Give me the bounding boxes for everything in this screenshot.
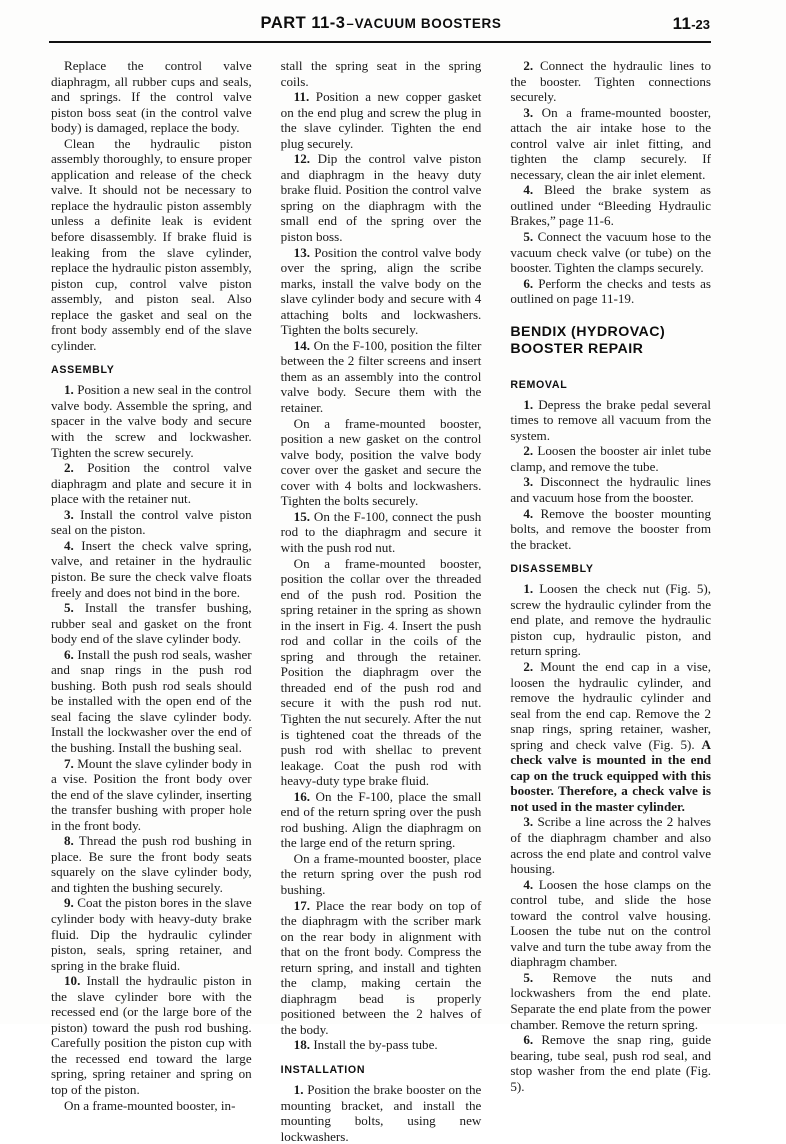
numbered-step bbox=[510, 58, 711, 105]
step-text: Loosen the booster air inlet tube clamp, and remove the tube. bbox=[510, 443, 712, 474]
body-paragraph: On a frame-mounted booster, position a new gasket on the control valve body, position the valve body cover over the gasket and secure the cover with 4 bolts and lockwashers. Tighten the bolts securely. bbox=[280, 415, 482, 509]
numbered-step bbox=[510, 182, 711, 229]
spacer bbox=[510, 307, 711, 324]
body-paragraph: Clean the hydraulic piston assembly thoroughly, to ensure proper application and release of the check valve. It should not be necessary to replace the hydraulic piston assembly unless a definite leak is evident before disassembly. If brake fluid is leaking from the slave cylinder, replace the hydraulic piston assembly, piston cup, control valve piston assembly, and piston seal. Also replace the gasket and seal on the front body assembly end of the slave cylinder. bbox=[51, 135, 252, 353]
step-number: 4. bbox=[523, 876, 534, 892]
numbered-step bbox=[510, 970, 711, 1032]
step-text: Loosen the hose clamps on the control tube, and slide the hose toward the control valve housing. Loosen the tube nut on the control valve and turn the tube away from the diaphragm chamber. bbox=[510, 876, 712, 970]
step-number: 3. bbox=[523, 104, 534, 120]
step-number: 3. bbox=[523, 474, 534, 490]
numbered-step bbox=[510, 814, 711, 876]
header-rule bbox=[49, 41, 711, 43]
step-text: Perform the checks and tests as outlined on page 11-19. bbox=[510, 275, 712, 307]
body-paragraph: On a frame-mounted booster, place the return spring over the push rod bushing. bbox=[280, 850, 482, 897]
header-dash: – bbox=[346, 16, 354, 31]
step-text: Connect the hydraulic lines to the booster. Tighten connections securely. bbox=[510, 58, 712, 105]
step-text: Connect the vacuum hose to the vacuum check valve (or tube) on the booster. Tighten the clamps securely. bbox=[510, 229, 712, 276]
step-number: 16. bbox=[293, 788, 311, 804]
step-number: 4. bbox=[523, 505, 534, 521]
numbered-step bbox=[510, 581, 711, 659]
numbered-step bbox=[510, 397, 711, 444]
step-number: 10. bbox=[64, 973, 81, 989]
numbered-step bbox=[510, 276, 711, 307]
step-text: Insert the check valve spring, valve, and retainer in the hydraulic piston. Be sure the check valve floats freely and does not bind in the bore. bbox=[51, 537, 252, 600]
step-text: Remove the snap ring, guide bearing, tube seal, push rod seal, and stop washer from the end plate (Fig. 5). bbox=[510, 1032, 712, 1094]
spacer bbox=[51, 353, 252, 364]
step-number: 2. bbox=[64, 460, 74, 476]
numbered-step bbox=[51, 600, 252, 647]
section-subheading: REMOVAL bbox=[510, 378, 568, 391]
page-folio bbox=[673, 14, 710, 34]
section-subheading: DISASSEMBLY bbox=[510, 563, 594, 576]
step-text: Remove the booster mounting bolts, and remove the booster from the bracket. bbox=[510, 505, 712, 552]
spacer bbox=[510, 552, 711, 563]
step-text: Position a new seal in the control valve body. Assemble the spring, and spacer in the valve body and secure with the screw and lockwasher. Tighten the screw securely. bbox=[51, 382, 252, 460]
step-text: Thread the push rod bushing in place. Be sure the front body seats squarely on the slave cylinder body, and tighten the bushing securely. bbox=[51, 833, 252, 895]
folio-chapter: 11 bbox=[672, 14, 692, 33]
step-number: 4. bbox=[64, 537, 74, 553]
step-number: 4. bbox=[523, 182, 534, 198]
step-number: 2. bbox=[523, 443, 534, 459]
step-number: 5. bbox=[523, 969, 534, 985]
spacer bbox=[281, 1053, 482, 1064]
step-text: Install the transfer bushing, rubber seal and gasket on the front body end of the slave cylinder body. bbox=[51, 600, 252, 647]
step-emphasis-note: A check valve is mounted in the end cap on the truck equipped with this booster. Therefore, a check valve is not used in the master cylinder. bbox=[510, 736, 712, 814]
numbered-step bbox=[510, 877, 711, 970]
step-text: Remove the nuts and lockwashers from the end plate. Separate the end plate from the power chamber. Remove the return spring. bbox=[510, 969, 712, 1032]
numbered-step bbox=[281, 509, 482, 556]
numbered-step bbox=[51, 756, 252, 834]
body-paragraph: On a frame-mounted booster, in- bbox=[64, 1097, 236, 1113]
step-text: Coat the piston bores in the slave cylinder body with heavy-duty brake fluid. Dip the hydraulic cylinder piston, seals, spring retainer, and spring in the brake fluid. bbox=[51, 895, 252, 973]
body-columns bbox=[51, 58, 712, 1144]
numbered-step bbox=[51, 895, 252, 973]
numbered-step bbox=[281, 89, 482, 151]
step-number: 5. bbox=[523, 229, 534, 245]
step-text: Install the hydraulic piston in the slave cylinder bore with the recessed end (or the large bore of the piston) toward the push rod bushing. Carefully position the piston cup with the recessed end toward the large spring, spring retainer and spring on top of the piston. bbox=[51, 973, 252, 1097]
section-subheading: ASSEMBLY bbox=[51, 364, 115, 377]
step-text: Depress the brake pedal several times to remove all vacuum from the system. bbox=[510, 396, 712, 443]
body-paragraph: Replace the control valve diaphragm, all rubber cups and seals, and springs. If the control valve piston boss seat (in the control valve body) is damaged, replace the body. bbox=[51, 58, 252, 136]
step-number: 7. bbox=[64, 755, 74, 771]
numbered-step bbox=[510, 105, 711, 183]
step-text: Loosen the check nut (Fig. 5), screw the hydraulic cylinder from the end plate, and remove the hydraulic piston cup, hydraulic piston, and return spring. bbox=[510, 581, 712, 659]
numbered-step bbox=[281, 1037, 482, 1053]
step-number: 8. bbox=[64, 833, 74, 849]
section-subheading: INSTALLATION bbox=[280, 1064, 366, 1076]
body-paragraph: stall the spring seat in the spring coils. bbox=[280, 58, 482, 89]
step-number: 15. bbox=[293, 508, 311, 524]
step-text: Install the push rod seals, washer and snap rings in the push rod bushing. Both push rod seals should be installed with the open end of the seal facing the slave cylinder body. Install the lockwasher over the end of the bushing. Install the bushing seal. bbox=[51, 646, 252, 755]
step-number: 12. bbox=[293, 151, 311, 167]
step-number: 17. bbox=[293, 897, 311, 913]
step-text: On a frame-mounted booster, attach the air intake hose to the control valve air inlet fitting, and tighten the clamp securely. If necessary, clean the air inlet element. bbox=[510, 104, 712, 182]
numbered-step bbox=[510, 1032, 711, 1094]
section-heading-line-1: BENDIX (HYDROVAC) bbox=[510, 323, 666, 340]
body-paragraph: On a frame-mounted booster, position the collar over the threaded end of the push rod. Position the spring retainer in the spring as shown in the insert in Fig. 4. Insert the push rod and collar in the coils of the spring and through the retainer. Position the diaphragm over the threaded end of the push rod and secure it with the push rod nut. Tighten the nut securely. After the nut is tightened coat the threads of the push rod with shellac to prevent leakage. Coat the push rod with heavy-duty type brake fluid. bbox=[280, 555, 482, 789]
step-number: 1. bbox=[523, 581, 534, 597]
step-number: 11. bbox=[293, 89, 310, 105]
numbered-step bbox=[510, 229, 711, 276]
step-number: 9. bbox=[64, 895, 74, 911]
numbered-step bbox=[281, 1082, 482, 1144]
step-text: On the F-100, connect the push rod to the diaphragm and secure it with the push rod nut. bbox=[280, 508, 482, 555]
section-heading bbox=[510, 324, 711, 359]
numbered-step bbox=[281, 338, 482, 416]
step-text: Install the control valve piston seal on the piston. bbox=[51, 506, 252, 538]
step-number: 13. bbox=[293, 244, 311, 260]
numbered-step bbox=[51, 382, 252, 460]
step-number: 2. bbox=[523, 58, 534, 73]
step-text: Position the control valve body over the spring, align the scribe marks, install the valve body on the slave cylinder body and secure with 4 attaching bolts and lockwashers. Tighten the bolts securely. bbox=[280, 244, 482, 338]
step-number: 1. bbox=[64, 382, 74, 398]
numbered-step bbox=[281, 245, 482, 338]
numbered-step bbox=[510, 474, 711, 505]
numbered-step bbox=[510, 443, 711, 474]
step-number: 3. bbox=[64, 506, 74, 522]
step-text: Dip the control valve piston and diaphragm in the heavy duty brake fluid. Position the control valve spring on the diaphragm with the small end of the spring over the piston boss. bbox=[280, 151, 482, 245]
section-heading-line-2: BOOSTER REPAIR bbox=[510, 341, 644, 358]
step-text: Disconnect the hydraulic lines and vacuum hose from the booster. bbox=[510, 474, 712, 506]
section-title: VACUUM BOOSTERS bbox=[354, 16, 502, 31]
step-text: Position the control valve diaphragm and plate and secure it in place with the retainer nut. bbox=[51, 460, 252, 507]
numbered-step bbox=[281, 151, 482, 244]
numbered-step bbox=[281, 898, 482, 1038]
step-number: 14. bbox=[293, 337, 311, 353]
part-number: PART 11-3 bbox=[260, 14, 346, 32]
column-1 bbox=[51, 58, 252, 1113]
numbered-step bbox=[51, 538, 252, 600]
step-number: 3. bbox=[523, 814, 534, 830]
step-number: 2. bbox=[523, 658, 534, 674]
numbered-step bbox=[51, 507, 252, 538]
step-text: Bleed the brake system as outlined under “Bleeding Hydraulic Brakes,” page 11-6. bbox=[510, 182, 712, 229]
step-number: 6. bbox=[523, 275, 534, 291]
running-head bbox=[52, 14, 710, 38]
column-2 bbox=[280, 58, 482, 1144]
step-text: Mount the slave cylinder body in a vise. Position the front body over the end of the slave cylinder, inserting the transfer bushing with proper hole in the front body. bbox=[51, 755, 252, 833]
folio-page: -23 bbox=[691, 17, 710, 32]
numbered-step bbox=[510, 659, 711, 814]
step-number: 5. bbox=[64, 600, 74, 616]
step-number: 1. bbox=[523, 396, 534, 412]
running-head-title bbox=[52, 14, 710, 33]
step-number: 6. bbox=[64, 646, 74, 662]
numbered-step bbox=[510, 506, 711, 553]
step-text: Scribe a line across the 2 halves of the diaphragm chamber and also across the end plate and control valve housing. bbox=[510, 814, 712, 877]
numbered-step bbox=[51, 833, 252, 895]
numbered-step bbox=[281, 789, 482, 851]
step-text: Place the rear body on top of the diaphragm with the scriber mark on the rear body in alignment with that on the front body. Compress the return spring, and install and tighten the clamp, making certain the diaphragm bead is properly positioned between the 2 halves of the body. bbox=[280, 897, 482, 1037]
step-text: On the F-100, place the small end of the return spring over the push rod bushing. Align the diaphragm on the large end of the return spring. bbox=[280, 788, 482, 851]
step-text: Install the by-pass tube. bbox=[310, 1037, 438, 1053]
numbered-step bbox=[51, 460, 252, 507]
numbered-step bbox=[51, 647, 252, 756]
spacer bbox=[510, 359, 711, 368]
step-number: 1. bbox=[293, 1082, 304, 1097]
spacer bbox=[510, 368, 711, 379]
step-text: On the F-100, position the filter between the 2 filter screens and insert them as an assembly into the control valve body. Secure them with the retainer. bbox=[280, 337, 482, 416]
step-text: Position the brake booster on the mounting bracket, and install the mounting bolts, using new lockwashers. bbox=[280, 1082, 482, 1144]
step-text: Position a new copper gasket on the end plug and screw the plug in the slave cylinder. Tighten the end plug securely. bbox=[280, 89, 482, 151]
step-number: 18. bbox=[293, 1037, 311, 1053]
step-number: 6. bbox=[523, 1032, 534, 1048]
column-3 bbox=[510, 58, 712, 1094]
numbered-step bbox=[51, 973, 252, 1097]
step-text: Mount the end cap in a vise, loosen the hydraulic cylinder, and remove the hydraulic cylinder and seal from the end cap. Remove the 2 snap rings, spring retainer, washer, spring and check valve (Fig. 5). bbox=[510, 658, 712, 752]
